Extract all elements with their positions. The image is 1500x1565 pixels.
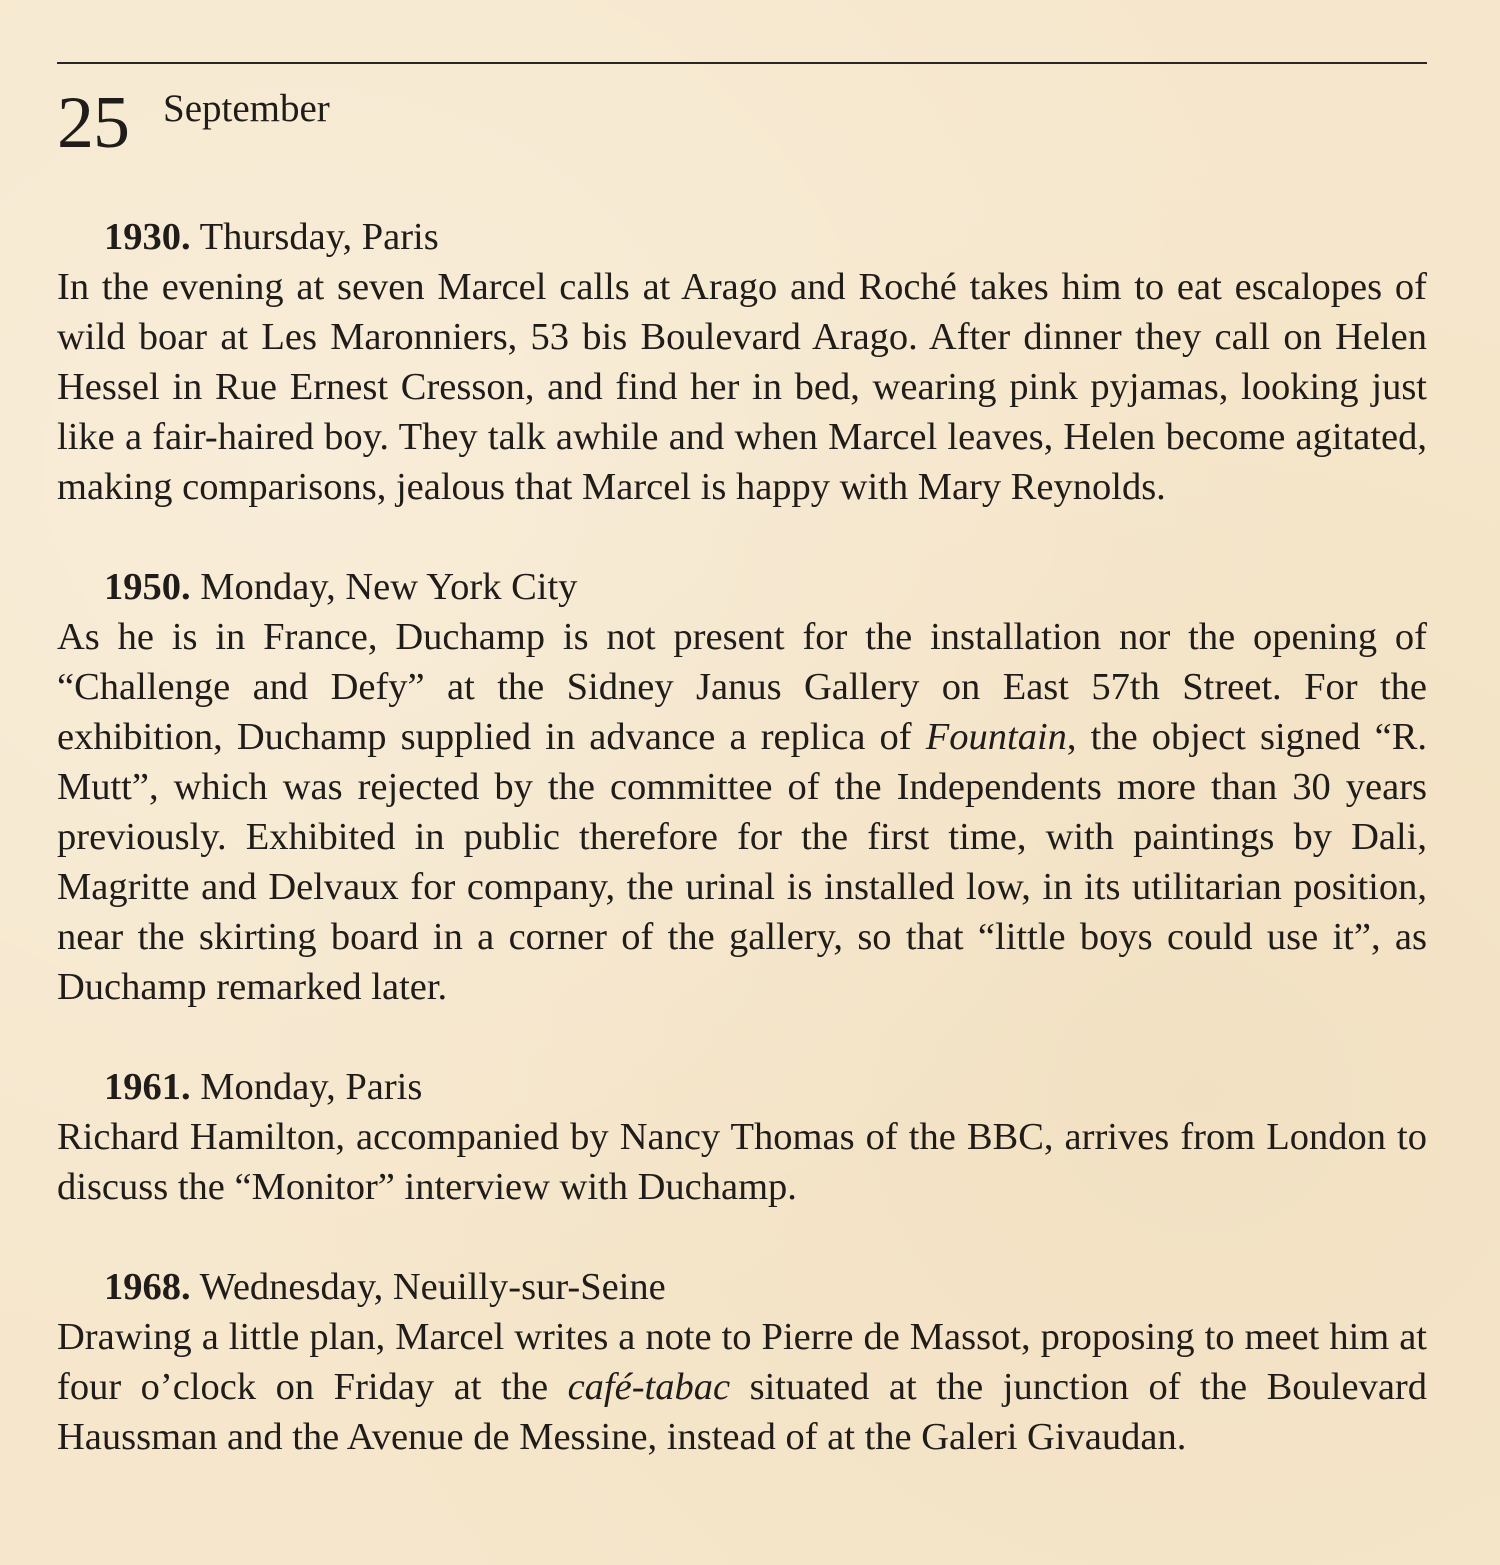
entry-heading	[57, 1062, 1427, 1112]
entry-heading	[57, 1262, 1427, 1312]
entry-place: Monday, New York City	[200, 566, 578, 608]
entry-text	[57, 612, 1427, 1012]
entry-heading	[57, 562, 1427, 612]
entry-year: 1961.	[104, 1066, 191, 1108]
entry-year: 1950.	[104, 566, 191, 608]
entries-list	[57, 212, 1427, 1512]
entry-text	[57, 262, 1427, 512]
entry-text-segment: In the evening at seven Marcel calls at Arago and Roché takes him to eat escalopes of wild boar at Les Maronniers, 53 bis Boulevard Arago. After dinner they call on Helen Hessel in Rue Ernest Cresson, and find her in bed, wearing pink pyjamas, looking just like a fair-haired boy. They talk awhile and when Marcel leaves, Helen become agitated, making comparisons, jealous that Marcel is happy with Mary Reynolds.	[57, 266, 1427, 508]
entry-heading	[57, 212, 1427, 262]
top-divider	[57, 62, 1427, 64]
entry-text-segment: situated at the junction of the Boulevard Haussman and the Avenue de Messine, instead of at the Galeri Givaudan.	[57, 1366, 1427, 1458]
entry-text-segment: Drawing a little plan, Marcel writes a note to Pierre de Massot, proposing to meet him at four o’clock on Friday at the	[57, 1316, 1427, 1408]
entry-text	[57, 1312, 1427, 1462]
entry-text-segment: Richard Hamilton, accompanied by Nancy Thomas of the BBC, arrives from London to discuss the “Monitor” interview with Duchamp.	[57, 1116, 1427, 1208]
month-name: September	[163, 87, 330, 130]
entry-1930	[57, 212, 1427, 512]
entry-1961	[57, 1062, 1427, 1212]
entry-place: Thursday, Paris	[199, 216, 439, 258]
entry-place: Monday, Paris	[200, 1066, 423, 1108]
term-cafe-tabac: café-tabac	[567, 1366, 731, 1408]
entry-year: 1930.	[104, 216, 191, 258]
entry-text-segment: , the object signed “R. Mutt”, which was rejected by the committee of the Independents more than 30 years previously. Exhibited in public therefore for the first time, with paintings by Dali, Magritte and Delvaux for company, the urinal is installed low, in its utilitarian position, near the skirting board in a corner of the gallery, so that “little boys could use it”, as Duchamp remarked later.	[57, 716, 1427, 1008]
entry-year: 1968.	[104, 1266, 191, 1308]
artwork-title-fountain: Fountain	[925, 716, 1067, 758]
day-number: 25	[57, 82, 129, 164]
entry-1968	[57, 1262, 1427, 1462]
entry-text-segment: As he is in France, Duchamp is not present for the installation nor the opening of “Challenge and Defy” at the Sidney Janus Gallery on East 57th Street. For the exhibition, Duchamp supplied in advance a replica of	[57, 616, 1427, 758]
entry-1950	[57, 562, 1427, 1012]
entry-place: Wednesday, Neuilly-sur-Seine	[199, 1266, 666, 1308]
entry-text	[57, 1112, 1427, 1212]
